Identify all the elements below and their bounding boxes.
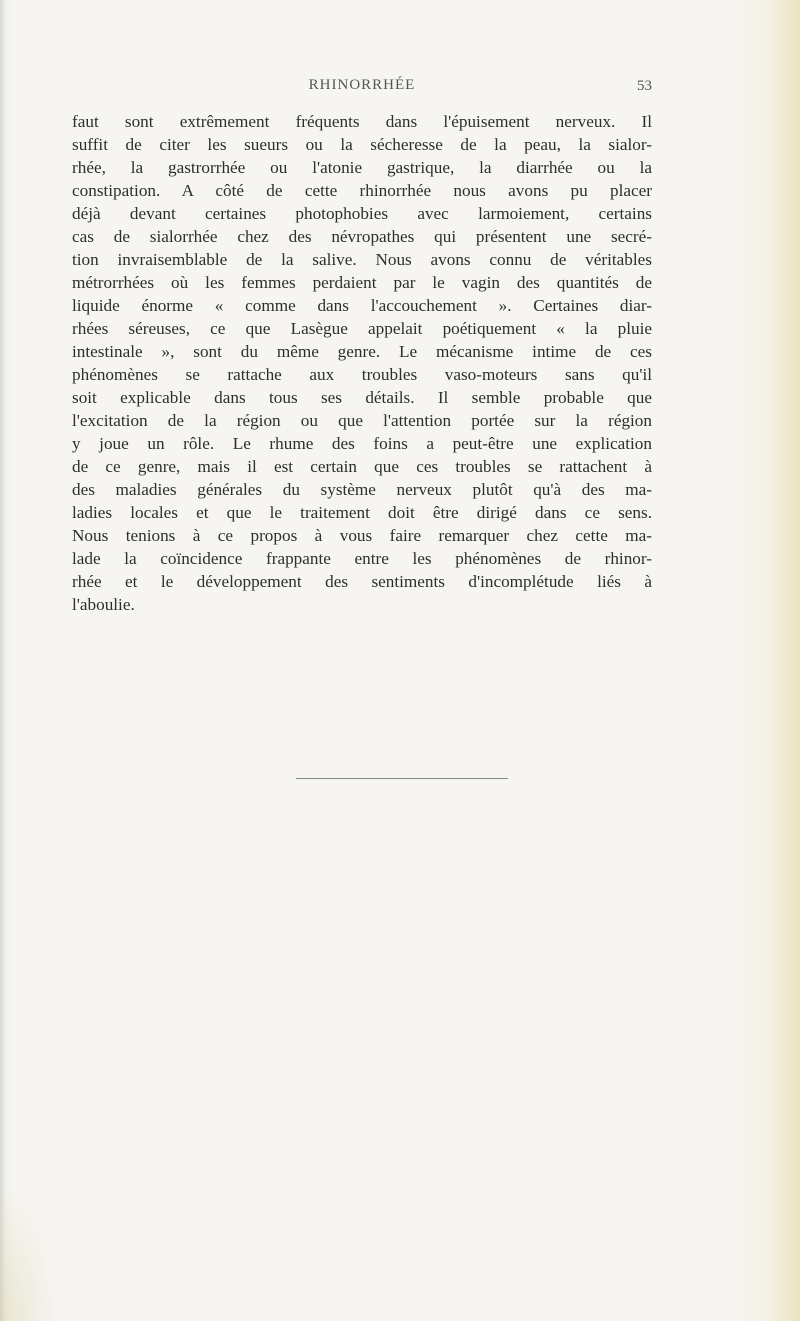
text-line: soit explicable dans tous ses détails. Il semble probable que bbox=[72, 388, 652, 407]
text-line: métrorrhées où les femmes perdaient par le vagin des quantités de bbox=[72, 273, 652, 292]
section-divider bbox=[296, 778, 508, 779]
text-line: rhée, la gastrorrhée ou l'atonie gastrique, la diarrhée ou la bbox=[72, 158, 652, 177]
text-line: rhée et le développement des sentiments d'incomplétude liés à bbox=[72, 572, 652, 591]
text-line: déjà devant certaines photophobies avec larmoiement, certains bbox=[72, 204, 652, 223]
page-stain bbox=[0, 1181, 60, 1321]
text-line: phénomènes se rattache aux troubles vaso-moteurs sans qu'il bbox=[72, 365, 652, 384]
text-line: y joue un rôle. Le rhume des foins a peut-être une explication bbox=[72, 434, 652, 453]
running-head bbox=[72, 77, 652, 101]
text-line: l'aboulie. bbox=[72, 595, 135, 614]
page-number: 53 bbox=[637, 78, 652, 94]
text-line: rhées séreuses, ce que Lasègue appelait poétiquement « la pluie bbox=[72, 319, 652, 338]
body-text bbox=[72, 110, 652, 616]
text-line: l'excitation de la région ou que l'attention portée sur la région bbox=[72, 411, 652, 430]
running-title: RHINORRHÉE bbox=[308, 77, 416, 93]
text-line: ladies locales et que le traitement doit être dirigé dans ce sens. bbox=[72, 503, 652, 522]
text-line: Nous tenions à ce propos à vous faire remarquer chez cette ma- bbox=[72, 526, 652, 545]
text-line: intestinale », sont du même genre. Le mécanisme intime de ces bbox=[72, 342, 652, 361]
text-line: suffit de citer les sueurs ou la sécheresse de la peau, la sialor- bbox=[72, 135, 652, 154]
text-line: liquide énorme « comme dans l'accouchement ». Certaines diar- bbox=[72, 296, 652, 315]
text-line: tion invraisemblable de la salive. Nous avons connu de véritables bbox=[72, 250, 652, 269]
text-line: lade la coïncidence frappante entre les phénomènes de rhinor- bbox=[72, 549, 652, 568]
text-line: constipation. A côté de cette rhinorrhée nous avons pu placer bbox=[72, 181, 652, 200]
text-line: faut sont extrêmement fréquents dans l'épuisement nerveux. Il bbox=[72, 112, 652, 131]
text-line: de ce genre, mais il est certain que ces troubles se rattachent à bbox=[72, 457, 652, 476]
text-line: cas de sialorrhée chez des névropathes qui présentent une secré- bbox=[72, 227, 652, 246]
text-line: des maladies générales du système nerveux plutôt qu'à des ma- bbox=[72, 480, 652, 499]
